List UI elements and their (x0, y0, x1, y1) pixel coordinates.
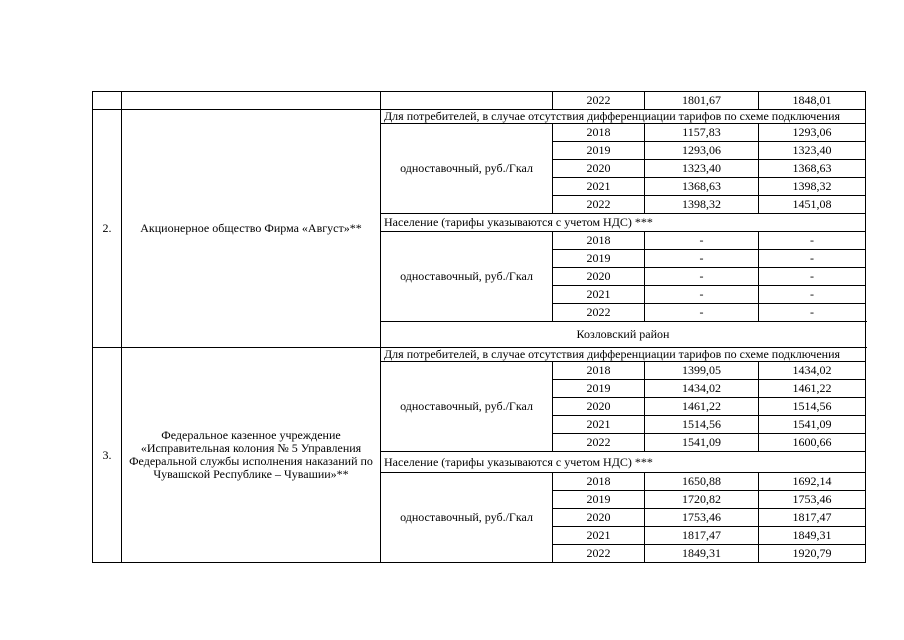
year-cell: 2022 (553, 304, 645, 322)
row-number: 3. (93, 348, 122, 563)
year-cell: 2019 (553, 142, 645, 160)
value-first-half: - (645, 232, 759, 250)
table-row (93, 110, 866, 124)
rate-cell (381, 92, 553, 110)
value-first-half: 1849,31 (645, 545, 759, 563)
value-second-half: - (759, 304, 866, 322)
value-second-half: 1600,66 (759, 434, 866, 452)
year-cell: 2018 (553, 232, 645, 250)
value-second-half: 1293,06 (759, 124, 866, 142)
organization-name: Федеральное казенное учреждение «Исправительная колония № 5 Управления Федеральной службы исполнения наказаний по Чувашской Республике – Чувашии»** (122, 348, 381, 563)
value-second-half: - (759, 286, 866, 304)
organization-name: Акционерное общество Фирма «Август»** (122, 110, 381, 348)
value-second-half: 1541,09 (759, 416, 866, 434)
year-cell: 2018 (553, 473, 645, 491)
population-label: Население (тарифы указываются с учетом НДС) *** (381, 214, 866, 232)
value-first-half: 1398,32 (645, 196, 759, 214)
value-second-half: 1692,14 (759, 473, 866, 491)
value-first-half: 1817,47 (645, 527, 759, 545)
value-second-half: 1753,46 (759, 491, 866, 509)
value-first-half: 1720,82 (645, 491, 759, 509)
value-first-half: 1541,09 (645, 434, 759, 452)
year-cell: 2018 (553, 124, 645, 142)
value-first-half: 1753,46 (645, 509, 759, 527)
year-cell: 2019 (553, 380, 645, 398)
value-second-half: - (759, 268, 866, 286)
value-first-half: 1293,06 (645, 142, 759, 160)
value-second-half: 1323,40 (759, 142, 866, 160)
value-first-half: - (645, 286, 759, 304)
year-cell: 2019 (553, 250, 645, 268)
value-first-half: 1323,40 (645, 160, 759, 178)
value-second-half: - (759, 250, 866, 268)
population-label: Население (тарифы указываются с учетом НДС) *** (381, 452, 866, 473)
consumers-label: Для потребителей, в случае отсутствия дифференциации тарифов по схеме подключения (381, 110, 866, 124)
value-first-half: 1801,67 (645, 92, 759, 110)
table-row (93, 348, 866, 362)
value-first-half: 1434,02 (645, 380, 759, 398)
year-cell: 2020 (553, 398, 645, 416)
value-first-half: 1368,63 (645, 178, 759, 196)
year-cell: 2021 (553, 416, 645, 434)
year-cell: 2020 (553, 509, 645, 527)
district-name: Козловский район (381, 322, 866, 348)
year-cell: 2021 (553, 178, 645, 196)
year-cell: 2022 (553, 545, 645, 563)
value-second-half: 1514,56 (759, 398, 866, 416)
value-first-half: - (645, 304, 759, 322)
year-cell: 2022 (553, 196, 645, 214)
value-first-half: - (645, 268, 759, 286)
tariff-type: одноставочный, руб./Гкал (381, 124, 553, 214)
value-second-half: - (759, 232, 866, 250)
row-number: 2. (93, 110, 122, 348)
value-second-half: 1920,79 (759, 545, 866, 563)
year-cell: 2021 (553, 527, 645, 545)
value-first-half: 1461,22 (645, 398, 759, 416)
value-first-half: 1514,56 (645, 416, 759, 434)
tariff-type: одноставочный, руб./Гкал (381, 362, 553, 452)
value-first-half: 1157,83 (645, 124, 759, 142)
value-first-half: - (645, 250, 759, 268)
year-cell: 2022 (553, 92, 645, 110)
value-first-half: 1399,05 (645, 362, 759, 380)
value-second-half: 1461,22 (759, 380, 866, 398)
value-second-half: 1849,31 (759, 527, 866, 545)
value-second-half: 1848,01 (759, 92, 866, 110)
value-second-half: 1817,47 (759, 509, 866, 527)
top-row (93, 92, 866, 110)
value-second-half: 1368,63 (759, 160, 866, 178)
org-cell (122, 92, 381, 110)
value-first-half: 1650,88 (645, 473, 759, 491)
consumers-label: Для потребителей, в случае отсутствия дифференциации тарифов по схеме подключения (381, 348, 866, 362)
year-cell: 2022 (553, 434, 645, 452)
year-cell: 2019 (553, 491, 645, 509)
year-cell: 2020 (553, 160, 645, 178)
num-cell (93, 92, 122, 110)
value-second-half: 1434,02 (759, 362, 866, 380)
tariff-type: одноставочный, руб./Гкал (381, 473, 553, 563)
year-cell: 2020 (553, 268, 645, 286)
tariff-table (92, 91, 866, 563)
value-second-half: 1398,32 (759, 178, 866, 196)
year-cell: 2018 (553, 362, 645, 380)
year-cell: 2021 (553, 286, 645, 304)
tariff-type: одноставочный, руб./Гкал (381, 232, 553, 322)
value-second-half: 1451,08 (759, 196, 866, 214)
